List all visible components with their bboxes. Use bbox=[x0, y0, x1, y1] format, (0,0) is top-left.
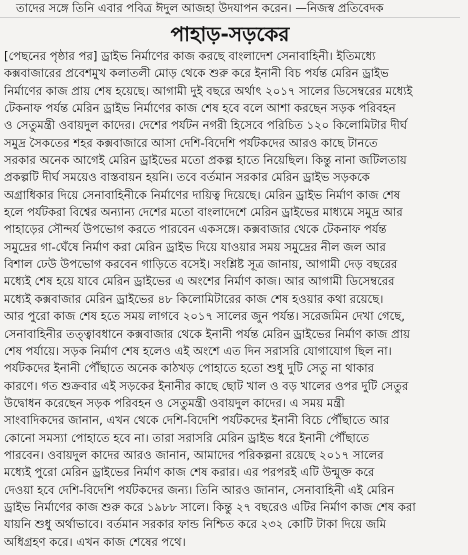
article-line: যায়নি শুধু অর্থাভাবে। বর্তমান সরকার ফান্ড নিশ্চিত করে ২৩২ কোটি টাকা দিয়ে জমি bbox=[4, 517, 387, 532]
article-line: পর্যটকদের ইনানী পৌঁছাতে অনেক কাঠখড় পোহাতে হতো শুধু দুটি সেতু না থাকার bbox=[4, 361, 374, 376]
article-line: হলে পর্যটকরা বিশ্বের অন্যান্য দেশের মতো বাংলাদেশে মেরিন ড্রাইভের মাধ্যমে সমুদ্র আর bbox=[4, 205, 403, 220]
article-line: দেওয়া হবে দেশি-বিদেশি পর্যটকদের জন্য। তিনি আরও জানান, সেনাবাহিনী এই মেরিন bbox=[4, 482, 395, 497]
article-line: সমুদ্র সৈকতের শহর কক্সবাজারে আসা দেশি-বিদেশি পর্যটকদের আরও কাছে টানতে bbox=[4, 135, 378, 150]
article-line: মধ্যেই কক্সবাজার মেরিন ড্রাইভের ৪৮ কিলোমিটারের কাজ শেষ হওয়ার কথা রয়েছে। bbox=[4, 291, 384, 306]
previous-article-tail: তাদের সঙ্গে তিনি এবার পবিত্র ঈদুল আজহা উদযাপন করেন। —নিজস্ব প্রতিবেদক bbox=[0, 0, 460, 18]
article-line: বিশাল ঢেউ উপভোগ করবেন গাড়িতে বসেই। সংশ্লিষ্ট সূত্র জানায়, আগামী দেড় বছরের bbox=[4, 257, 398, 272]
article-line: কক্সবাজারের প্রবেশমুখ কলাতলী মোড় থেকে শুরু করে ইনানী বিচ পর্যন্ত মেরিন ড্রাইভ bbox=[4, 66, 389, 81]
article-line: ও সেতুমন্ত্রী ওবায়দুল কাদের। দেশের পর্যটন নগরী হিসেবে পরিচিত ১২০ কিলোমিটার দীর্ঘ bbox=[4, 118, 408, 133]
article-body bbox=[4, 48, 458, 553]
article-line: মধ্যেই পুরো মেরিন ড্রাইভের নির্মাণ কাজ শেষ করার। এর পরপরই এটি উন্মুক্ত করে bbox=[4, 465, 375, 480]
article-line: প্রকল্পটি দীর্ঘ সময়েও বাস্তবায়ন হয়নি। তবে বর্তমান সরকার মেরিন ড্রাইভ সড়ককে bbox=[4, 170, 370, 185]
article-line: সেনাবাহিনীর তত্ত্বাবধানে কক্সবাজার থেকে ইনানী পর্যন্ত মেরিন ড্রাইভের নির্মাণ কাজ প্রায় bbox=[4, 326, 410, 341]
article-line: শেষ পর্যায়ে। সড়ক নির্মাণ শেষ হলেও এই অংশে এত দিন সরাসরি যোগাযোগ ছিল না। bbox=[4, 343, 392, 358]
article-line: কোনো সমস্যা পোহাতে হবে না। তারা সরাসরি মেরিন ড্রাইভ ধরে ইনানী পৌঁছাতে bbox=[4, 430, 370, 445]
article-line: আর পুরো কাজ শেষ হতে সময় লাগবে ২০১৭ সালের জুন পর্যন্ত। সরেজমিন দেখা গেছে, bbox=[4, 309, 405, 324]
article-line: মধ্যেই শেষ হয়ে যাবে মেরিন ড্রাইভের এ অংশের নির্মাণ কাজ। আর আগামী ডিসেম্বরের bbox=[4, 274, 395, 289]
article-line: নির্মাণের কাজ প্রায় শেষ হয়েছে। আগামী দুই বছরে অর্থাৎ ২০১৭ সালের ডিসেম্বরের মধ্যেই bbox=[4, 83, 413, 98]
article-headline: পাহাড়-সড়কের bbox=[170, 22, 290, 46]
article-line: সরকার অনেক আগেই মেরিন ড্রাইভের মতো প্রকল্প হাতে নিয়েছিল। কিন্তু নানা জটিলতায় bbox=[4, 153, 407, 168]
article-line: অগ্রাধিকার দিয়ে সেনাবাহিনীকে নির্মাণের দায়িত্ব দিয়েছে। মেরিন ড্রাইভ নির্মাণ কাজ শেষ bbox=[4, 187, 401, 202]
article-line: [পেছনের পৃষ্ঠার পর] ড্রাইভ নির্মাণের কাজ করছে বাংলাদেশ সেনাবাহিনী। ইতিমধ্যে bbox=[4, 49, 376, 63]
article-line: উদ্বোধন করেছেন সড়ক পরিবহন ও সেতুমন্ত্রী ওবায়দুল কাদের। এ সময় মন্ত্রী bbox=[4, 395, 345, 410]
article-line: ড্রাইভ নির্মাণের কাজ শুরু করে ১৯৮৮ সালে। কিন্তু ২৭ বছরেও এটির নির্মাণ কাজ শেষ করা bbox=[4, 499, 416, 514]
article-line: সমুদ্রের গা-ঘেঁষে নির্মাণ করা মেরিন ড্রাইভ দিয়ে যাওয়ার সময় সমুদ্রের নীল জল আর bbox=[4, 239, 386, 254]
article-line: পারবেন। ওবায়দুল কাদের আরও জানান, আমাদের পরিকল্পনা রয়েছে ২০১৭ সালের bbox=[4, 447, 384, 462]
article-line: টেকনাফ পর্যন্ত মেরিন ড্রাইভ নির্মাণের কাজ শেষ হবে বলে আশা করছেন সড়ক পরিবহন bbox=[4, 101, 396, 116]
article-line: কারণে। গত শুক্রবার এই সড়কের ইনানীর কাছে ছোট খাল ও বড় খালের ওপর দুটি সেতুর bbox=[4, 378, 409, 393]
article-line: পাহাড়ের সৌন্দর্য উপভোগ করতে পারবেন একসঙ্গে। কক্সবাজার থেকে টেকনাফ পর্যন্ত bbox=[4, 222, 387, 237]
article-line: অধিগ্রহণ করে। এখন কাজ শেষের পথে। bbox=[4, 534, 186, 549]
article-line: সাংবাদিকদের জানান, এখন থেকে দেশি-বিদেশি পর্যটকদের ইনানী বিচে পৌঁছাতে আর bbox=[4, 413, 390, 428]
